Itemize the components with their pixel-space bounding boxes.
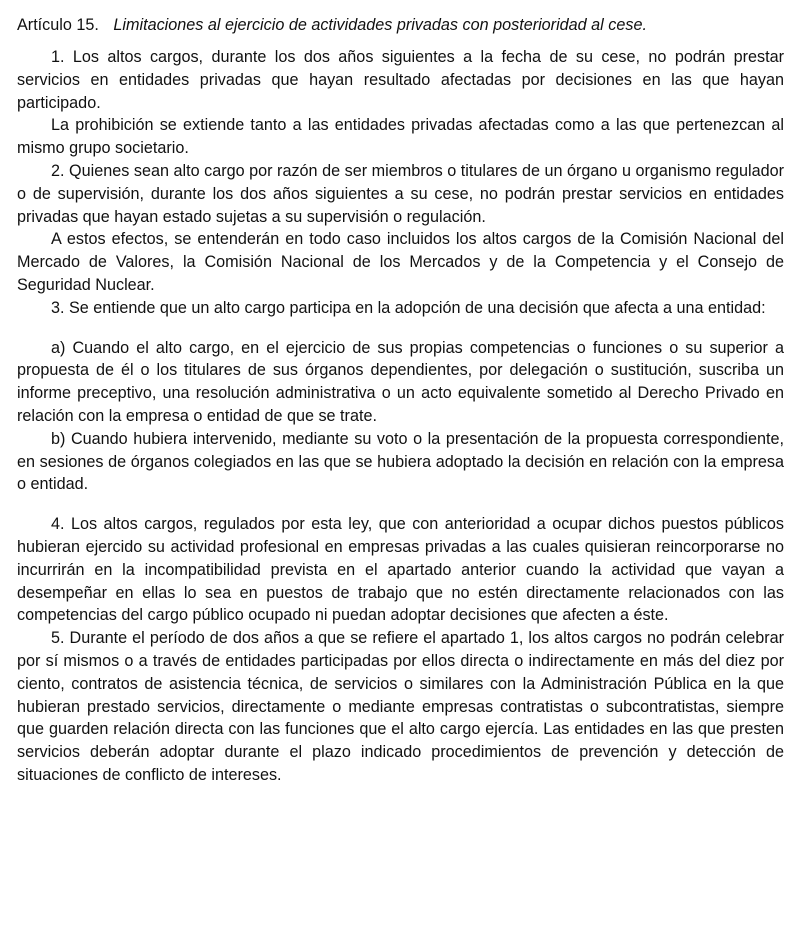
paragraph-1-prohibition: La prohibición se extiende tanto a las entidades privadas afectadas como a las que pertenezcan al mismo grupo societario. — [17, 116, 784, 158]
spacer — [17, 320, 784, 337]
article-number: Artículo 15. — [17, 16, 99, 34]
paragraph-1: 1. Los altos cargos, durante los dos años siguientes a la fecha de su cese, no podrán prestar servicios en entidades privadas que hayan resultado afectadas por decisiones en las que hayan participado. — [17, 48, 784, 112]
paragraph-2-effects: A estos efectos, se entenderán en todo caso incluidos los altos cargos de la Comisión Nacional del Mercado de Valores, la Comisión Nacional de los Mercados y de la Competencia y el Consejo de Seguridad Nuclear. — [17, 230, 784, 294]
article-heading — [17, 14, 784, 36]
article-title: Limitaciones al ejercicio de actividades privadas con posterioridad al cese. — [113, 16, 647, 34]
paragraph-2: 2. Quienes sean alto cargo por razón de ser miembros o titulares de un órgano u organismo regulador o de supervisión, durante los dos años siguientes a su cese, no podrán prestar servicios en entidades privadas que hayan estado sujetas a su supervisión o regulación. — [17, 161, 784, 226]
paragraph-5: 5. Durante el período de dos años a que se refiere el apartado 1, los altos cargos no podrán celebrar por sí mismos o a través de entidades participadas por ellos directa o indirectamente en más del diez por ciento, contratos de asistencia técnica, de servicios o similares con la Administración Pública en la que hubieran prestado servicios, directamente o mediante empresas contratistas o subcontratistas, siempre que guarden relación directa con las funciones que el alto cargo ejercía. Las entidades en las que presten servicios deberán adoptar durante el plazo indicado procedimientos de prevención y detección de situaciones de conflicto de intereses. — [17, 629, 784, 784]
paragraph-4: 4. Los altos cargos, regulados por esta ley, que con anterioridad a ocupar dichos puestos públicos hubieran ejercido su actividad profesional en empresas privadas a las cuales quisieran reincorporarse no incurrirán en la incompatibilidad prevista en el apartado anterior cuando la actividad que vayan a desempeñar en ellas lo sea en puestos de trabajo que no estén directamente relacionados con las competencias del cargo público ocupado ni puedan adoptar decisiones que afecten a éste. — [17, 515, 784, 625]
paragraph-3-a: a) Cuando el alto cargo, en el ejercicio de sus propias competencias o funciones o su superior a propuesta de él o los titulares de sus órganos dependientes, por delegación o sustitución, suscriba un informe preceptivo, una resolución administrativa o un acto equivalente sometido al Derecho Privado en relación con la empresa o entidad de que se trate. — [17, 338, 784, 425]
paragraph-3-b: b) Cuando hubiera intervenido, mediante su voto o la presentación de la propuesta correspondiente, en sesiones de órganos colegiados en las que se hubiera adoptado la decisión en relación con la empresa o entidad. — [17, 429, 784, 494]
paragraph-3: 3. Se entiende que un alto cargo participa en la adopción de una decisión que afecta a una entidad: — [51, 298, 766, 317]
spacer — [17, 496, 784, 513]
